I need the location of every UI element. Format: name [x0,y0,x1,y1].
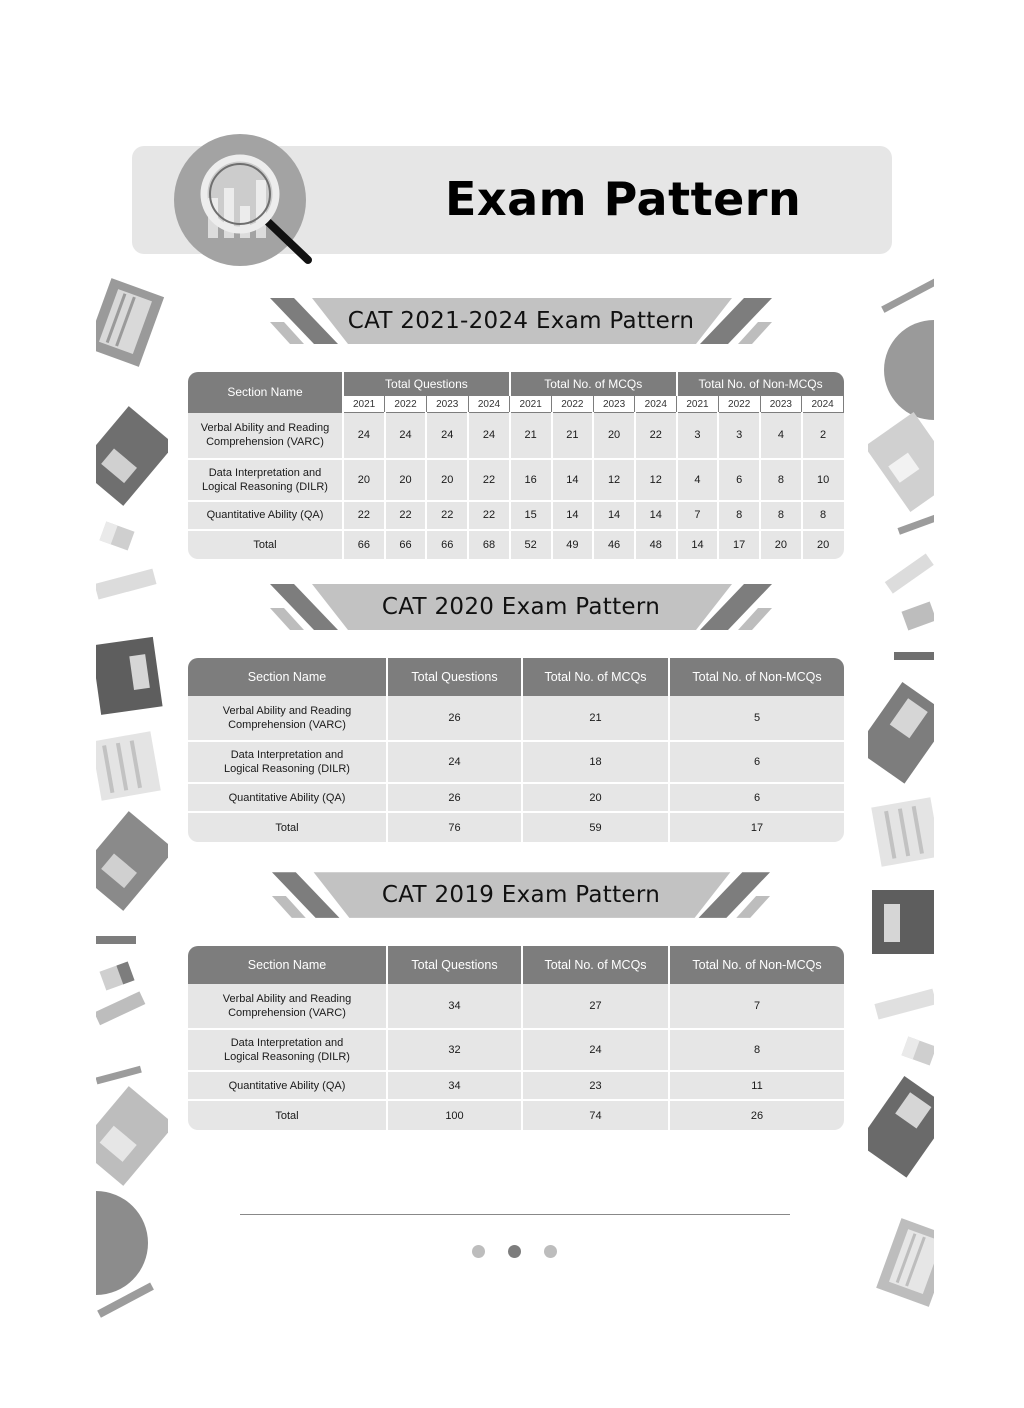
ruler-icon [874,989,934,1020]
table-cell: 34 [387,1071,522,1100]
table-cell: 22 [343,501,385,530]
table-cell: 14 [552,459,594,501]
table-cell: 12 [593,459,635,501]
table-cell: 22 [426,501,468,530]
column-header-total-questions: Total Questions [343,372,510,396]
year-header: 2022 [552,396,594,413]
pagination-dot-active[interactable] [508,1245,521,1258]
table-row [188,984,844,1029]
table-cell: 4 [677,459,719,501]
table-cell: 24 [387,741,522,783]
table-cell: 8 [669,1029,844,1071]
table-cell: 18 [522,741,669,783]
pencil-icon [96,991,145,1025]
table-cell: 17 [750,821,764,834]
table-cell: 21 [510,413,552,459]
year-header: 2022 [718,396,760,413]
notebook-icon [96,731,161,801]
table-cell: 26 [750,1109,764,1122]
section-name-cell: Data Interpretation and Logical Reasoning (DILR) [188,459,343,501]
right-stationery-decoration [868,276,934,1321]
table-cell: 22 [635,413,677,459]
column-header-total-questions: Total Questions [387,658,522,696]
table-cell: 12 [635,459,677,501]
table-cell: 59 [522,812,669,842]
column-header-total-non-mcqs: Total No. of Non-MCQs [669,946,844,984]
exam-pattern-table-2021-2024 [188,372,844,559]
table-cell: 100 [387,1100,522,1130]
column-header-total-questions: Total Questions [387,946,522,984]
table-cell: 2 [802,413,844,459]
section-name-cell: Quantitative Ability (QA) [188,501,343,530]
book-icon [96,406,168,506]
table-row-total [188,1100,844,1130]
section-name-cell: Verbal Ability and Reading Comprehension (VARC) [188,413,343,459]
year-header: 2024 [468,396,510,413]
table-cell: 5 [669,696,844,741]
table-cell: 3 [718,413,760,459]
pagination-dot[interactable] [544,1245,557,1258]
table-cell: 14 [677,530,719,559]
book-icon [868,1076,934,1178]
book-icon [872,890,934,954]
section-title-2019: CAT 2019 Exam Pattern [381,882,661,908]
column-header-total-non-mcqs: Total No. of Non-MCQs [669,658,844,696]
table-cell: 20 [760,530,802,559]
column-header-section-name: Section Name [188,372,343,413]
section-name-cell: Data Interpretation and Logical Reasoning (DILR) [188,1029,387,1071]
table-cell: 48 [635,530,677,559]
eraser-icon [99,961,134,990]
table-cell: 7 [669,984,844,1029]
year-header: 2023 [426,396,468,413]
ruler-icon [96,569,157,600]
book-icon [96,811,168,911]
table-cell: 11 [669,1071,844,1100]
notebook-icon [96,278,164,367]
section-name-cell: Data Interpretation and Logical Reasoning (DILR) [188,741,387,783]
page-title: Exam Pattern [445,172,802,226]
year-header: 2023 [593,396,635,413]
table-cell: 14 [593,501,635,530]
table-cell: 22 [468,501,510,530]
table-cell: 49 [552,530,594,559]
year-header: 2024 [802,396,844,413]
table-cell: 8 [802,501,844,530]
table-row [188,1029,844,1071]
table-cell: 21 [522,696,669,741]
table-cell: 6 [669,783,844,812]
ball-icon [884,320,934,420]
pencil-icon [897,514,934,534]
table-row [188,1071,844,1100]
table-cell: 14 [635,501,677,530]
table-cell: 66 [343,530,385,559]
table-cell: 6 [669,741,844,783]
section-name-cell: Quantitative Ability (QA) [188,783,387,812]
table-cell: 66 [385,530,427,559]
column-header-section-name: Section Name [188,658,387,696]
eraser-icon [901,1036,934,1065]
pen-icon [894,652,934,660]
eraser-icon [99,521,134,550]
section-name-cell: Total [188,1100,387,1130]
table-cell: 27 [522,984,669,1029]
column-header-total-non-mcqs: Total No. of Non-MCQs [677,372,844,396]
table-cell: 26 [387,696,522,741]
book-icon [868,682,934,784]
table-row [188,783,844,812]
section-name-cell: Total [188,812,387,842]
table-row [188,459,844,501]
book-icon [96,637,163,715]
table-cell: 24 [468,413,510,459]
pen-icon [96,936,136,944]
column-header-total-mcqs: Total No. of MCQs [510,372,677,396]
table-cell: 66 [426,530,468,559]
table-cell: 15 [510,501,552,530]
table-cell: 17 [718,530,760,559]
section-name-cell: Verbal Ability and Reading Comprehension (VARC) [188,984,387,1029]
section-name-cell: Verbal Ability and Reading Comprehension (VARC) [188,696,387,741]
table-cell: 21 [552,413,594,459]
section-title-2020: CAT 2020 Exam Pattern [381,594,661,620]
notebook-icon [876,1218,934,1307]
year-header: 2021 [343,396,385,413]
table-cell: 22 [468,459,510,501]
table-cell: 24 [426,413,468,459]
table-cell: 7 [677,501,719,530]
exam-pattern-table-2020 [188,658,844,842]
table-row-total [188,812,844,842]
table-cell: 6 [718,459,760,501]
table-cell: 23 [522,1071,669,1100]
ball-icon [96,1191,148,1295]
pen-icon [885,553,934,593]
table-row [188,413,844,459]
table-cell: 20 [522,783,669,812]
table-cell: 24 [343,413,385,459]
pencil-icon [881,279,934,313]
table-cell: 24 [522,1029,669,1071]
table-cell: 16 [510,459,552,501]
table-cell: 8 [760,501,802,530]
table-cell: 20 [593,413,635,459]
column-header-total-mcqs: Total No. of MCQs [522,658,669,696]
table-row [188,696,844,741]
table-cell: 76 [387,812,522,842]
table-row [188,501,844,530]
table-cell: 20 [343,459,385,501]
section-name-cell: Quantitative Ability (QA) [188,1071,387,1100]
table-cell: 8 [760,459,802,501]
eraser-icon [901,601,934,630]
table-cell: 52 [510,530,552,559]
left-stationery-decoration [96,276,168,1326]
table-cell: 34 [387,984,522,1029]
table-cell: 24 [385,413,427,459]
table-cell: 4 [760,413,802,459]
year-header: 2022 [385,396,427,413]
table-cell: 20 [426,459,468,501]
footer-divider [240,1214,790,1215]
book-icon [96,1086,168,1186]
table-cell: 8 [718,501,760,530]
table-cell: 20 [385,459,427,501]
table-cell: 10 [802,459,844,501]
table-cell: 32 [387,1029,522,1071]
column-header-section-name: Section Name [188,946,387,984]
year-header: 2021 [677,396,719,413]
section-name-cell: Total [188,530,343,559]
year-header: 2021 [510,396,552,413]
table-cell: 22 [385,501,427,530]
book-icon [868,412,934,512]
table-row-total [188,530,844,559]
exam-pattern-table-2019 [188,946,844,1130]
table-cell: 74 [522,1100,669,1130]
table-cell: 14 [552,501,594,530]
pagination-dot[interactable] [472,1245,485,1258]
year-header: 2024 [635,396,677,413]
pagination-dots [472,1245,562,1261]
pencil-icon [96,1066,142,1085]
table-cell: 3 [677,413,719,459]
magnifier-chart-icon [174,134,316,268]
table-cell: 20 [816,538,830,551]
section-title-2021-2024: CAT 2021-2024 Exam Pattern [347,308,695,334]
year-header: 2023 [760,396,802,413]
table-cell: 46 [593,530,635,559]
table-row [188,741,844,783]
column-header-total-mcqs: Total No. of MCQs [522,946,669,984]
notebook-icon [871,797,934,867]
table-cell: 68 [468,530,510,559]
table-cell: 26 [387,783,522,812]
